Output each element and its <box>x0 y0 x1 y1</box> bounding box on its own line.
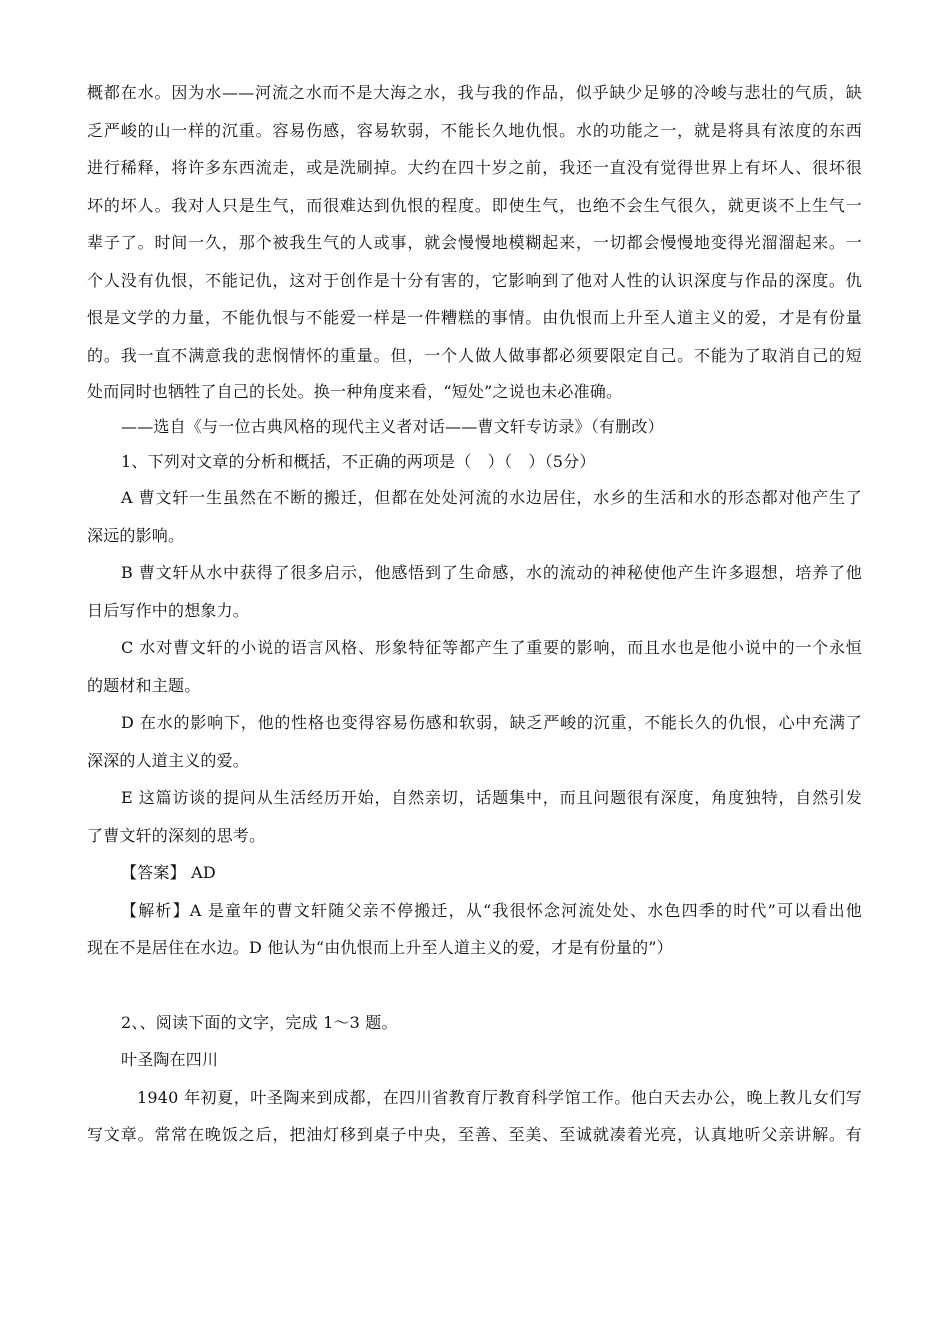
passage-line: 概都在水。因为水——河流之水而不是大海之水，我与我的作品，似乎缺少足够的冷峻与悲壮的气质，缺 <box>87 83 862 102</box>
passage-line: 坏的坏人。我对人只是生气，而很难达到仇恨的程度。即使生气，也绝不会生气很久，就更谈不上生气一 <box>87 195 862 215</box>
option-e: E 这篇访谈的提问从生活经历开始，自然亲切，话题集中，而且问题很有深度，角度独特，自然引发 <box>121 788 862 807</box>
passage-line: 乏严峻的山一样的沉重。容易伤感，容易软弱，不能长久地仇恨。水的功能之一，就是将具有浓度的东西 <box>87 120 862 140</box>
option-a: A 曹文轩一生虽然在不断的搬迁，但都在处处河流的水边居住，水乡的生活和水的形态都对他产生了 <box>121 488 862 507</box>
blank-gap <box>87 967 862 1004</box>
option-b-cont: 日后写作中的想象力。 <box>87 600 250 620</box>
passage-2-line: 写文章。常常在晚饭之后，把油灯移到桌子中央，至善、至美、至诚就凑着光亮，认真地听父亲讲解。有 <box>87 1125 862 1144</box>
option-d-cont: 深深的人道主义的爱。 <box>87 750 250 770</box>
passage-line: 的。我一直不满意我的悲悯情怀的重量。但，一个人做人做事都必须要限定自己。不能为了取消自己的短 <box>87 345 862 365</box>
option-e-cont: 了曹文轩的深刻的思考。 <box>87 825 266 845</box>
passage-line: 个人没有仇恨，不能记仇，这对于创作是十分有害的，它影响到了他对人性的认识深度与作品的深度。仇 <box>87 270 862 290</box>
passage-line: 处而同时也牺牲了自己的长处。换一种角度来看，“短处”之说也未必准确。 <box>87 382 623 401</box>
passage-2-line: 1940 年初夏，叶圣陶来到成都，在四川省教育厅教育科学馆工作。他白天去办公，晚上教儿女们写 <box>137 1087 862 1107</box>
passage-line: 辈子了。时间一久，那个被我生气的人或事，就会慢慢地模糊起来，一切都会慢慢地变得光溜溜起来。一 <box>87 233 862 252</box>
question-1-stem: 1、下列对文章的分析和概括，不正确的两项是（ ）（ ）（5分） <box>121 452 596 471</box>
passage-line: 进行稀释，将许多东西流走，或是洗刷掉。大约在四十岁之前，我还一直没有觉得世界上有坏人、很坏很 <box>87 158 862 177</box>
option-b: B 曹文轩从水中获得了很多启示，他感悟到了生命感，水的流动的神秘使他产生许多遐想，培养了他 <box>121 563 862 582</box>
analysis-line-cont: 现在不是居住在水边。D 他认为“由仇恨而上升至人道主义的爱，才是有份量的”） <box>87 938 673 957</box>
question-2-stem: 2、、阅读下面的文字，完成 1～3 题。 <box>121 1012 398 1032</box>
option-d: D 在水的影响下，他的性格也变得容易伤感和软弱，缺乏严峻的沉重，不能长久的仇恨，心中充满了 <box>121 713 862 732</box>
option-c: C 水对曹文轩的小说的语言风格、形象特征等都产生了重要的影响，而且水也是他小说中的一个永恒 <box>121 638 862 657</box>
option-a-cont: 深远的影响。 <box>87 525 185 545</box>
passage-line: 恨是文学的力量，不能仇恨与不能爱一样是一件糟糕的事情。由仇恨而上升至人道主义的爱，才是有份量 <box>87 308 862 327</box>
source-citation: ——选自《与一位古典风格的现代主义者对话——曹文轩专访录》（有删改） <box>121 417 664 436</box>
analysis-line: 【解析】A 是童年的曹文轩随父亲不停搬迁，从“我很怀念河流处处、水色四季的时代”可以看出他 <box>121 900 862 920</box>
answer-line: 【答案】 AD <box>121 863 216 882</box>
passage-2-title: 叶圣陶在四川 <box>121 1050 219 1069</box>
document-page <box>87 74 862 1154</box>
option-c-cont: 的题材和主题。 <box>87 675 201 695</box>
